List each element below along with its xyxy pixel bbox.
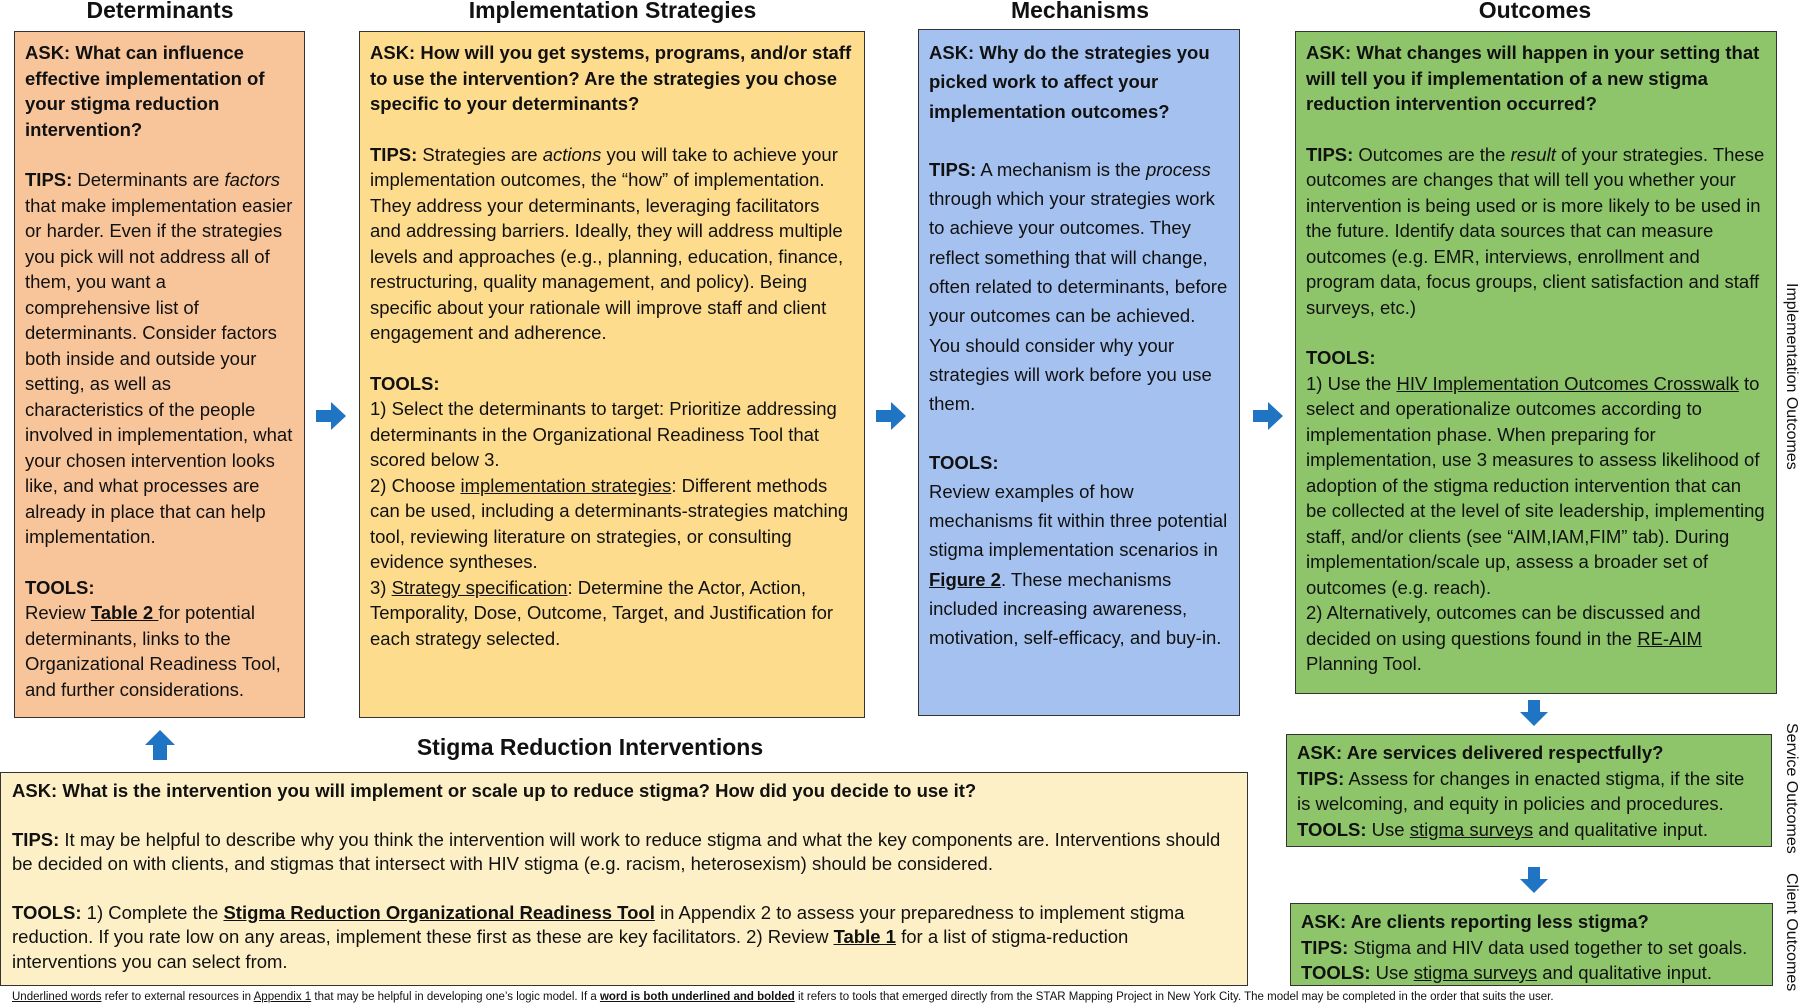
mechanisms-ask-label: ASK: [929, 42, 975, 63]
header-outcomes: Outcomes [1478, 0, 1592, 23]
client-tools-label: TOOLS: [1301, 962, 1371, 983]
determinants-tools-label: TOOLS: [25, 576, 95, 598]
strategies-ask-label: ASK: [370, 42, 416, 63]
strategies-tips-italic: actions [542, 143, 602, 165]
outcomes-ask-text: What changes will happen in your setting that will tell you if implementation of a new stigma reduction intervention occurred? [1306, 42, 1760, 114]
header-mechanisms: Mechanisms [1010, 0, 1150, 23]
determinants-tips-label: TIPS: [25, 169, 73, 190]
strategies-ask-text: How will you get systems, programs, and/or staff to use the intervention? Are the strategies you chose specific to your determinants? [370, 42, 852, 114]
mechanisms-tips-label: TIPS: [929, 158, 977, 180]
determinants-tips-post: that make implementation easier or harder. Even if the strategies you pick will not address all of them, you want a comprehensive list of determinants. Consider factors both inside and outside your setting, as well as characteristics of the people involved in implementation, what your chosen intervention looks like, and what processes are already in place that can help implementation. [25, 194, 293, 547]
client-outcomes-label: Client Outcomes [1783, 873, 1800, 992]
mechanisms-tips-italic: process [1145, 158, 1211, 180]
table1-link[interactable]: Table 1 [833, 926, 896, 947]
client-ask-label: ASK: [1301, 911, 1347, 932]
outcomes-tools-label: TOOLS: [1306, 347, 1376, 368]
strategies-tips-post: you will take to achieve your implementation outcomes, the “how” of implementation. They address your determinants, leveraging facilitators and addressing barriers. Ideally, they will address multiple levels and approaches (e.g., planning, education, finance, restructuring, quality management, and policy). Being specific about your rationale will improve staff and client engagement and adherence. [370, 143, 844, 343]
outcomes-tools-1-post: to select and operationalize outcomes according to implementation phase. When preparing for implementation, use 3 measures to assess likelihood of adoption of the stigma reduction intervention that can be collected at the level of site leadership, implementing staff, and/or clients (see “AIM,IAM,FIM” tab). During implementation/scale up, assess a broader set of outcomes (e.g. reach). [1306, 372, 1765, 598]
interventions-tools-pre: 1) Complete the [81, 901, 224, 923]
mechanisms-tools-post: . These mechanisms included increasing awareness, motivation, self-efficacy, and buy-in. [929, 568, 1222, 649]
arrow-up-icon [145, 730, 175, 760]
arrow-right-icon [316, 402, 346, 430]
header-strategies: Implementation Strategies [468, 0, 757, 23]
determinants-table2-link[interactable]: Table 2 [90, 602, 159, 623]
outcomes-tips-label: TIPS: [1306, 143, 1354, 165]
service-ask-label: ASK: [1297, 742, 1343, 763]
outcomes-tools-1-pre: 1) Use the [1306, 372, 1397, 394]
footnote-part6: it refers to tools that emerged directly from the STAR Mapping Project in New York City. The model may be completed in the order that suits the user. [794, 991, 1554, 1003]
service-tips-text: Assess for changes in enacted stigma, if the site is welcoming, and equity in policies and procedures. [1297, 767, 1745, 814]
footnote-part2: refer to external resources in [101, 991, 254, 1003]
determinants-ask-label: ASK: [25, 42, 71, 63]
service-tips-label: TIPS: [1297, 767, 1345, 789]
strategies-tools-2-post: : Different methods can be used, including a determinants-strategies matching tool, reviewing literature on strategies, or consulting evidence syntheses. [370, 474, 849, 572]
re-aim-link[interactable]: RE-AIM [1637, 627, 1702, 649]
outcomes-tips-italic: result [1510, 143, 1556, 165]
service-tools-label: TOOLS: [1297, 818, 1367, 840]
determinants-box [14, 31, 305, 718]
client-outcomes-box [1290, 903, 1773, 986]
outcomes-tools-2-pre: 2) Alternatively, outcomes can be discussed and decided on using questions found in the [1306, 602, 1701, 649]
outcomes-tools-2-post: Planning Tool. [1306, 653, 1422, 674]
determinants-ask-text: What can influence effective implementation of your stigma reduction intervention? [25, 42, 265, 140]
arrow-down-icon [1520, 867, 1548, 893]
service-stigma-surveys-link[interactable]: stigma surveys [1409, 818, 1534, 840]
strategies-tips-label: TIPS: [370, 143, 418, 165]
service-tools-pre: Use [1366, 818, 1410, 840]
mechanisms-tools-label: TOOLS: [929, 451, 999, 473]
arrow-right-icon [1253, 402, 1283, 430]
implementation-outcomes-label: Implementation Outcomes [1783, 283, 1800, 470]
outcomes-tips-pre: Outcomes are the [1353, 143, 1511, 165]
mechanisms-ask-text: Why do the strategies you picked work to affect your implementation outcomes? [929, 42, 1210, 122]
arrow-down-icon [1520, 700, 1548, 726]
determinants-tips-italic: factors [224, 169, 280, 190]
service-ask-text: Are services delivered respectfully? [1342, 742, 1664, 763]
client-tools-pre: Use [1370, 962, 1414, 983]
header-interventions: Stigma Reduction Interventions [416, 734, 764, 760]
interventions-box [0, 772, 1248, 986]
strategies-tools-3-pre: 3) [370, 576, 392, 598]
interventions-tools-label: TOOLS: [12, 901, 82, 923]
appendix1-link[interactable]: Appendix 1 [253, 991, 312, 1003]
mechanisms-tools-pre: Review examples of how mechanisms fit within three potential stigma implementation scenarios in [929, 480, 1228, 561]
client-ask-text: Are clients reporting less stigma? [1346, 911, 1649, 932]
interventions-ask-label: ASK: [12, 780, 58, 801]
arrow-right-icon [876, 402, 906, 430]
footnote [12, 991, 1554, 1003]
mechanisms-box [918, 29, 1240, 716]
interventions-tools-mid: in Appendix 2 to assess your preparedness to implement stigma reduction. If you rate low on any areas, implement these first as these are key facilitators. 2) Review [12, 901, 1185, 947]
footnote-part4: that may be helpful in developing one’s logic model. If a [311, 991, 600, 1003]
interventions-tips-label: TIPS: [12, 828, 60, 850]
determinants-tools-post: for potential determinants, links to the Organizational Readiness Tool, and further considerations. [25, 602, 281, 700]
outcomes-tips-post: of your strategies. These outcomes are changes that will tell you whether your intervention is being used or is more likely to be used in the future. Identify data sources that can measure outcomes (e.g. EMR, interviews, enrollment and program data, focus groups, client satisfaction and staff surveys, etc.) [1306, 143, 1765, 318]
strategies-tools-2-pre: 2) Choose [370, 474, 461, 496]
figure2-link[interactable]: Figure 2 [929, 568, 1001, 590]
client-tips-label: TIPS: [1301, 936, 1349, 958]
determinants-tools-pre: Review [25, 602, 91, 623]
client-stigma-surveys-link[interactable]: stigma surveys [1413, 962, 1538, 983]
strategies-box [359, 31, 865, 718]
interventions-tips-text: It may be helpful to describe why you think the intervention will work to reduce stigma and what the key components are. Interventions should be decided on with clients, and stigmas that intersect with HIV stigma (e.g. racism, heterosexism) should be considered. [12, 828, 1221, 874]
readiness-tool-link[interactable]: Stigma Reduction Organizational Readiness Tool [223, 901, 655, 923]
strategy-specification-link[interactable]: Strategy specification [391, 576, 568, 598]
footnote-part1: Underlined words [12, 991, 102, 1003]
mechanisms-tips-pre: A mechanism is the [976, 158, 1146, 180]
service-outcomes-label: Service Outcomes [1783, 723, 1800, 854]
service-tools-post: and qualitative input. [1533, 818, 1708, 840]
footnote-part5: word is both underlined and bolded [599, 991, 795, 1003]
outcomes-box [1295, 31, 1777, 694]
mechanisms-tips-post: through which your strategies work to achieve your outcomes. They reflect something that will change, often related to determinants, before your outcomes can be achieved. You should consider why your strategies will work before you use them. [929, 188, 1228, 415]
client-tips-text: Stigma and HIV data used together to set goals. [1348, 936, 1748, 958]
strategies-tools-1: 1) Select the determinants to target: Prioritize addressing determinants in the Organizational Readiness Tool that scored below 3. [370, 398, 837, 470]
determinants-tips-pre: Determinants are [72, 169, 225, 190]
interventions-ask-text: What is the intervention you will implement or scale up to reduce stigma? How did you decide to use it? [57, 780, 977, 801]
strategies-tools-3-post: : Determine the Actor, Action, Temporality, Dose, Outcome, Target, and Justification for each strategy selected. [370, 576, 834, 649]
client-tools-post: and qualitative input. [1537, 962, 1712, 983]
service-outcomes-box [1286, 734, 1772, 847]
implementation-strategies-link[interactable]: implementation strategies [460, 474, 672, 496]
strategies-tools-label: TOOLS: [370, 372, 440, 394]
header-determinants: Determinants [86, 0, 234, 23]
hiv-crosswalk-link[interactable]: HIV Implementation Outcomes Crosswalk [1396, 372, 1739, 394]
outcomes-ask-label: ASK: [1306, 42, 1352, 63]
strategies-tips-pre: Strategies are [417, 143, 543, 165]
interventions-tools-post: for a list of stigma-reduction interventions you can select from. [12, 926, 1129, 972]
